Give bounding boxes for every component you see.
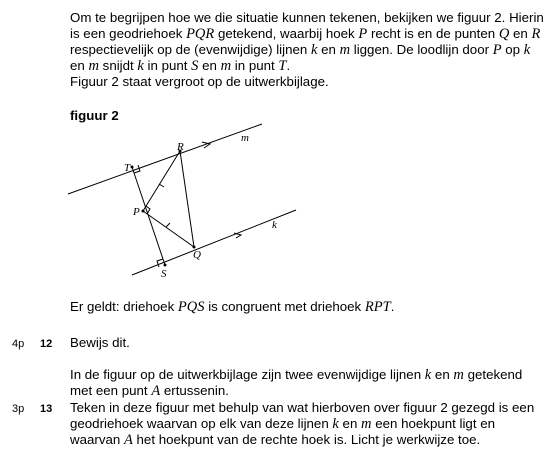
text-run: in punt <box>143 58 192 73</box>
text-run: en <box>198 58 221 73</box>
text-run: het hoekpunt van de rechte hoek is. Licht je werkwijze toe. <box>132 432 481 447</box>
q13-line-1 <box>70 400 534 416</box>
point-S <box>164 264 167 267</box>
text-run: Figuur 2 staat vergroot op de uitwerkbijlage. <box>70 74 329 89</box>
label-m: m <box>241 132 249 144</box>
q12-text: Bewijs dit. <box>70 335 130 350</box>
math-symbol: k <box>310 42 318 58</box>
math-symbol: Q <box>498 26 510 42</box>
math-symbol: P <box>358 26 368 42</box>
label-Q: Q <box>193 249 201 261</box>
text-run: en <box>338 416 362 431</box>
text-run: ertussenin. <box>160 383 229 398</box>
q13-number: 13 <box>40 403 53 415</box>
text-run: Teken in deze figuur met behulp van wat hierboven over figuur 2 gezegd is een <box>70 400 535 415</box>
text-run: een hoekpunt ligt en <box>371 416 495 431</box>
text-run: en <box>317 42 340 57</box>
intro-line-1 <box>70 10 544 26</box>
text-run: is een geodriehoek <box>70 26 187 41</box>
tick-PR <box>159 184 164 187</box>
text-run: liggen. De loodlijn door <box>350 42 493 57</box>
math-symbol: k <box>424 367 432 383</box>
text-run: . <box>390 299 395 314</box>
context-line-2 <box>70 383 229 399</box>
math-symbol: m <box>361 416 372 432</box>
text-run: getekend <box>463 367 523 382</box>
math-symbol: RPT <box>364 299 391 315</box>
text-run: snijdt <box>98 58 138 73</box>
text-run: getekend, waarbij hoek <box>214 26 359 41</box>
figure-caption: figuur 2 <box>70 108 119 123</box>
math-symbol: PQR <box>186 26 215 42</box>
text-run: Om te begrijpen hoe we die situatie kunnen tekenen, bekijken we figuur 2. Hierin <box>70 10 544 25</box>
math-symbol: k <box>332 416 339 432</box>
math-symbol: R <box>531 26 541 42</box>
text-run: is congruent met driehoek <box>204 299 365 314</box>
q13-line-3 <box>70 432 480 448</box>
label-T: T <box>124 162 131 174</box>
math-symbol: T <box>278 58 287 74</box>
intro-line-2 <box>70 26 540 42</box>
q13-line-2 <box>70 416 495 432</box>
q12-points: 4p <box>12 338 25 350</box>
intro-line-3 <box>70 42 530 58</box>
text-run: met een punt <box>70 383 152 398</box>
label-P: P <box>133 206 140 218</box>
text-run: In de figuur op de uitwerkbijlage zijn twee evenwijdige lijnen <box>70 367 425 382</box>
intro-line-5 <box>70 74 329 90</box>
tick-PQ <box>166 223 170 227</box>
q12-number: 12 <box>40 338 53 350</box>
line-m <box>68 124 262 194</box>
figure-2-diagram <box>60 120 320 280</box>
text-run: op <box>501 42 524 57</box>
math-symbol: m <box>220 58 232 74</box>
intro-line-4 <box>70 58 290 74</box>
arrow-k <box>234 233 241 238</box>
math-symbol: S <box>191 58 199 74</box>
text-run: . <box>286 58 291 73</box>
math-symbol: P <box>492 42 502 58</box>
text-run: recht is en de punten <box>367 26 499 41</box>
label-k: k <box>272 219 277 231</box>
q13-points: 3p <box>12 403 25 415</box>
text-run: en <box>431 367 454 382</box>
math-symbol: m <box>453 367 464 383</box>
math-symbol: m <box>339 42 351 58</box>
context-line-1 <box>70 367 522 383</box>
math-symbol: A <box>151 383 161 399</box>
segment-PQ <box>143 211 194 247</box>
text-run: en <box>509 26 532 41</box>
congruence-statement <box>70 299 394 315</box>
label-R: R <box>177 141 184 153</box>
math-symbol: k <box>523 42 531 58</box>
text-run: geodriehoek waarvan op elk van deze lijnen <box>70 416 333 431</box>
point-P <box>142 210 145 213</box>
math-symbol: k <box>137 58 144 74</box>
text-run: Er geldt: driehoek <box>70 299 178 314</box>
math-symbol: PQS <box>177 299 205 315</box>
text-run: waarvan <box>70 432 124 447</box>
text-run: respectievelijk op de (evenwijdige) lijnen <box>70 42 311 57</box>
text-run: en <box>70 58 89 73</box>
segment-RQ <box>180 151 194 247</box>
label-S: S <box>161 268 167 280</box>
text-run: in punt <box>231 58 279 73</box>
point-T <box>131 166 134 169</box>
math-symbol: A <box>123 432 133 448</box>
math-symbol: m <box>88 58 99 74</box>
